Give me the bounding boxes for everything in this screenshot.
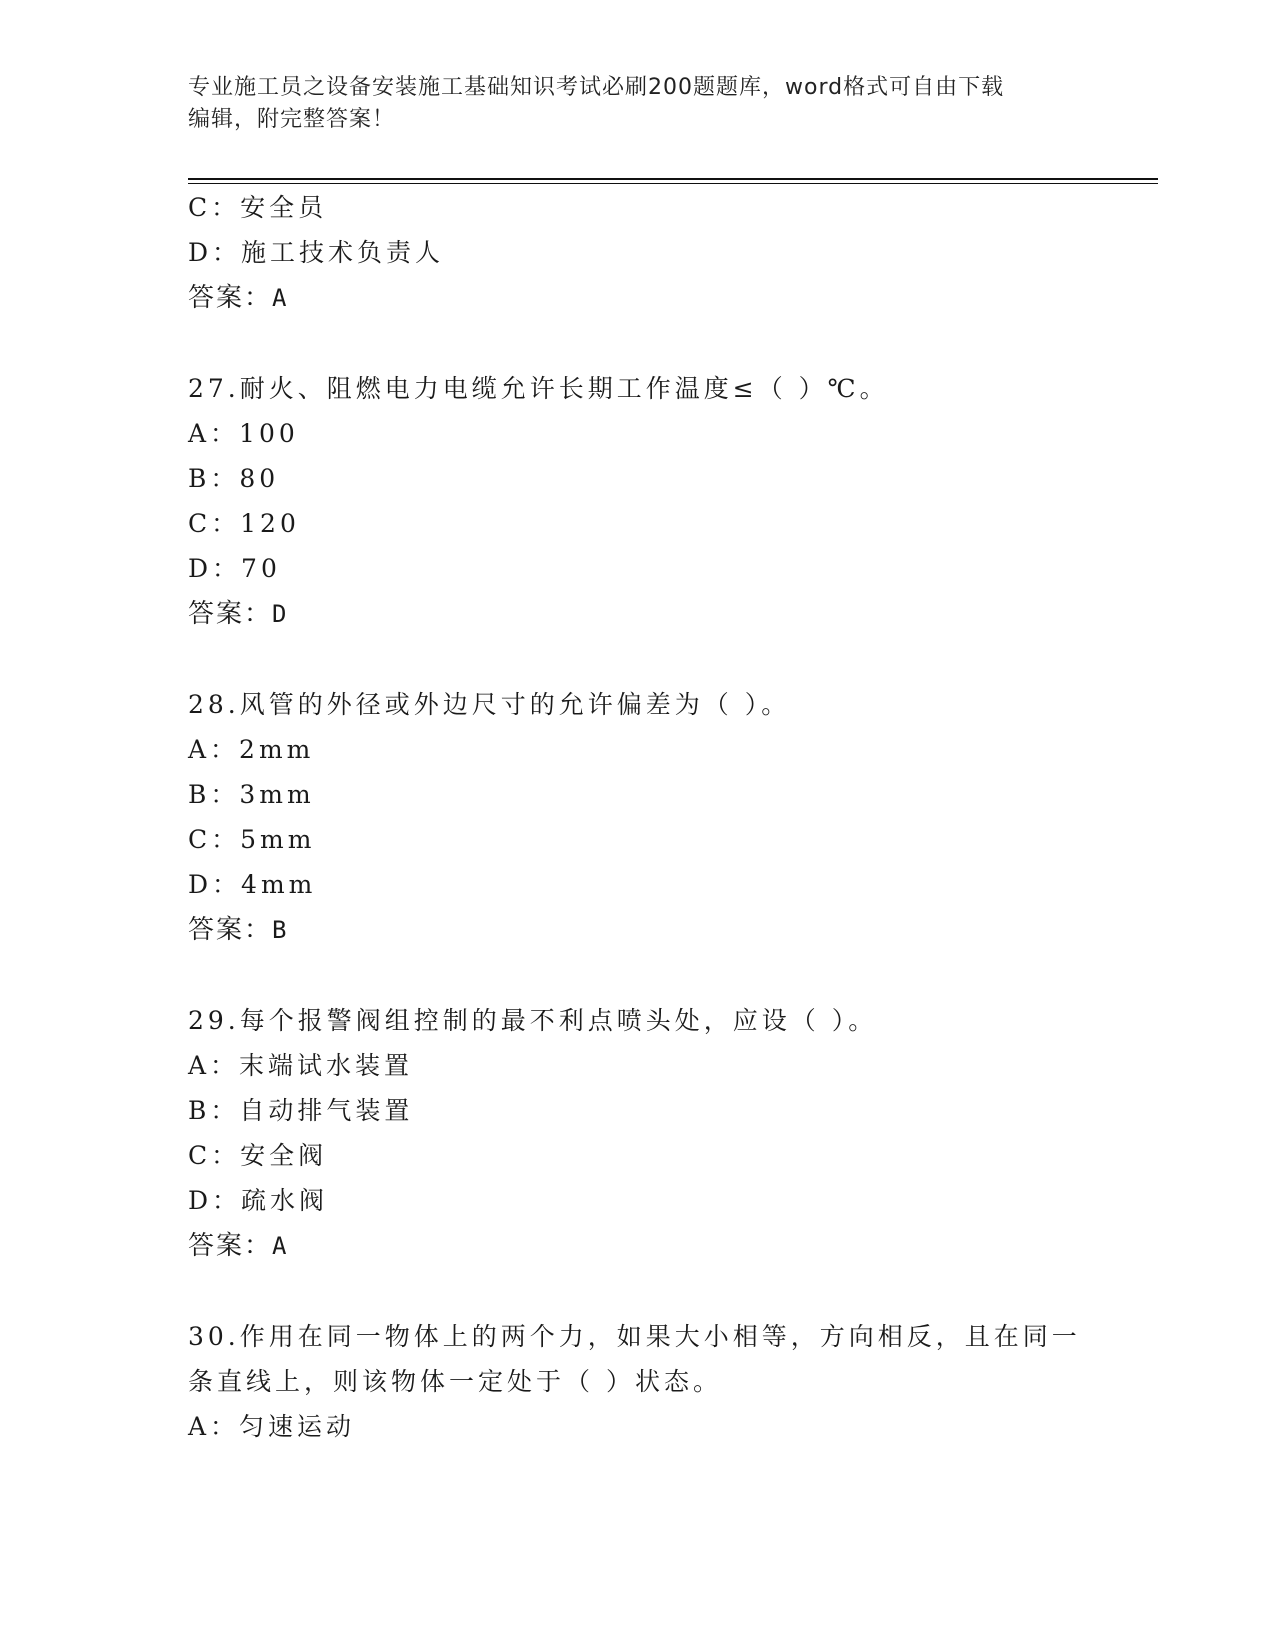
- q28-stem: 28.风管的外径或外边尺寸的允许偏差为（ ）。: [188, 690, 791, 719]
- q29-answer: [188, 1231, 288, 1261]
- q28-answer: [188, 915, 288, 945]
- q30-option-a: A：匀速运动: [188, 1412, 356, 1441]
- q28-option-d: D：4mm: [188, 870, 317, 899]
- header-title-line-1: 专业施工员之设备安装施工基础知识考试必刷200题题库，word格式可自由下载: [188, 75, 1005, 100]
- q27-option-b: B：80: [188, 464, 280, 493]
- q27-answer: [188, 599, 288, 629]
- q29-option-c: C：安全阀: [188, 1141, 328, 1170]
- header-rule-thin: [188, 183, 1158, 184]
- answer-label: 答案：: [188, 1231, 273, 1261]
- q29-stem: 29.每个报警阀组控制的最不利点喷头处，应设（ ）。: [188, 1006, 878, 1035]
- header-title-line-2: 编辑，附完整答案！: [188, 107, 396, 132]
- q26-answer: [188, 283, 288, 313]
- answer-value: B: [272, 916, 289, 944]
- q30-stem-line-2: 条直线上，则该物体一定处于（ ）状态。: [188, 1367, 722, 1396]
- document-header: [188, 72, 1088, 136]
- q26-option-d: D：施工技术负责人: [188, 238, 445, 267]
- q27-option-a: A：100: [188, 419, 299, 448]
- answer-label: 答案：: [188, 283, 273, 313]
- q28-option-a: A：2mm: [188, 735, 315, 764]
- q26-option-c: C：安全员: [188, 193, 328, 222]
- q27-option-c: C：120: [188, 509, 300, 538]
- q29-option-d: D：疏水阀: [188, 1186, 329, 1215]
- q30-stem-line-1: 30.作用在同一物体上的两个力，如果大小相等，方向相反，且在同一: [188, 1322, 1081, 1351]
- answer-value: D: [272, 600, 289, 628]
- q29-option-a: A：末端试水装置: [188, 1051, 414, 1080]
- q28-option-c: C：5mm: [188, 825, 316, 854]
- q27-option-d: D：70: [188, 554, 281, 583]
- q27-stem: 27.耐火、阻燃电力电缆允许长期工作温度≤（ ）℃。: [188, 374, 889, 403]
- answer-value: A: [272, 284, 289, 312]
- q28-option-b: B：3mm: [188, 780, 315, 809]
- answer-value: A: [272, 1232, 289, 1260]
- header-rule-thick: [188, 178, 1158, 180]
- q29-option-b: B：自动排气装置: [188, 1096, 414, 1125]
- answer-label: 答案：: [188, 915, 273, 945]
- answer-label: 答案：: [188, 599, 273, 629]
